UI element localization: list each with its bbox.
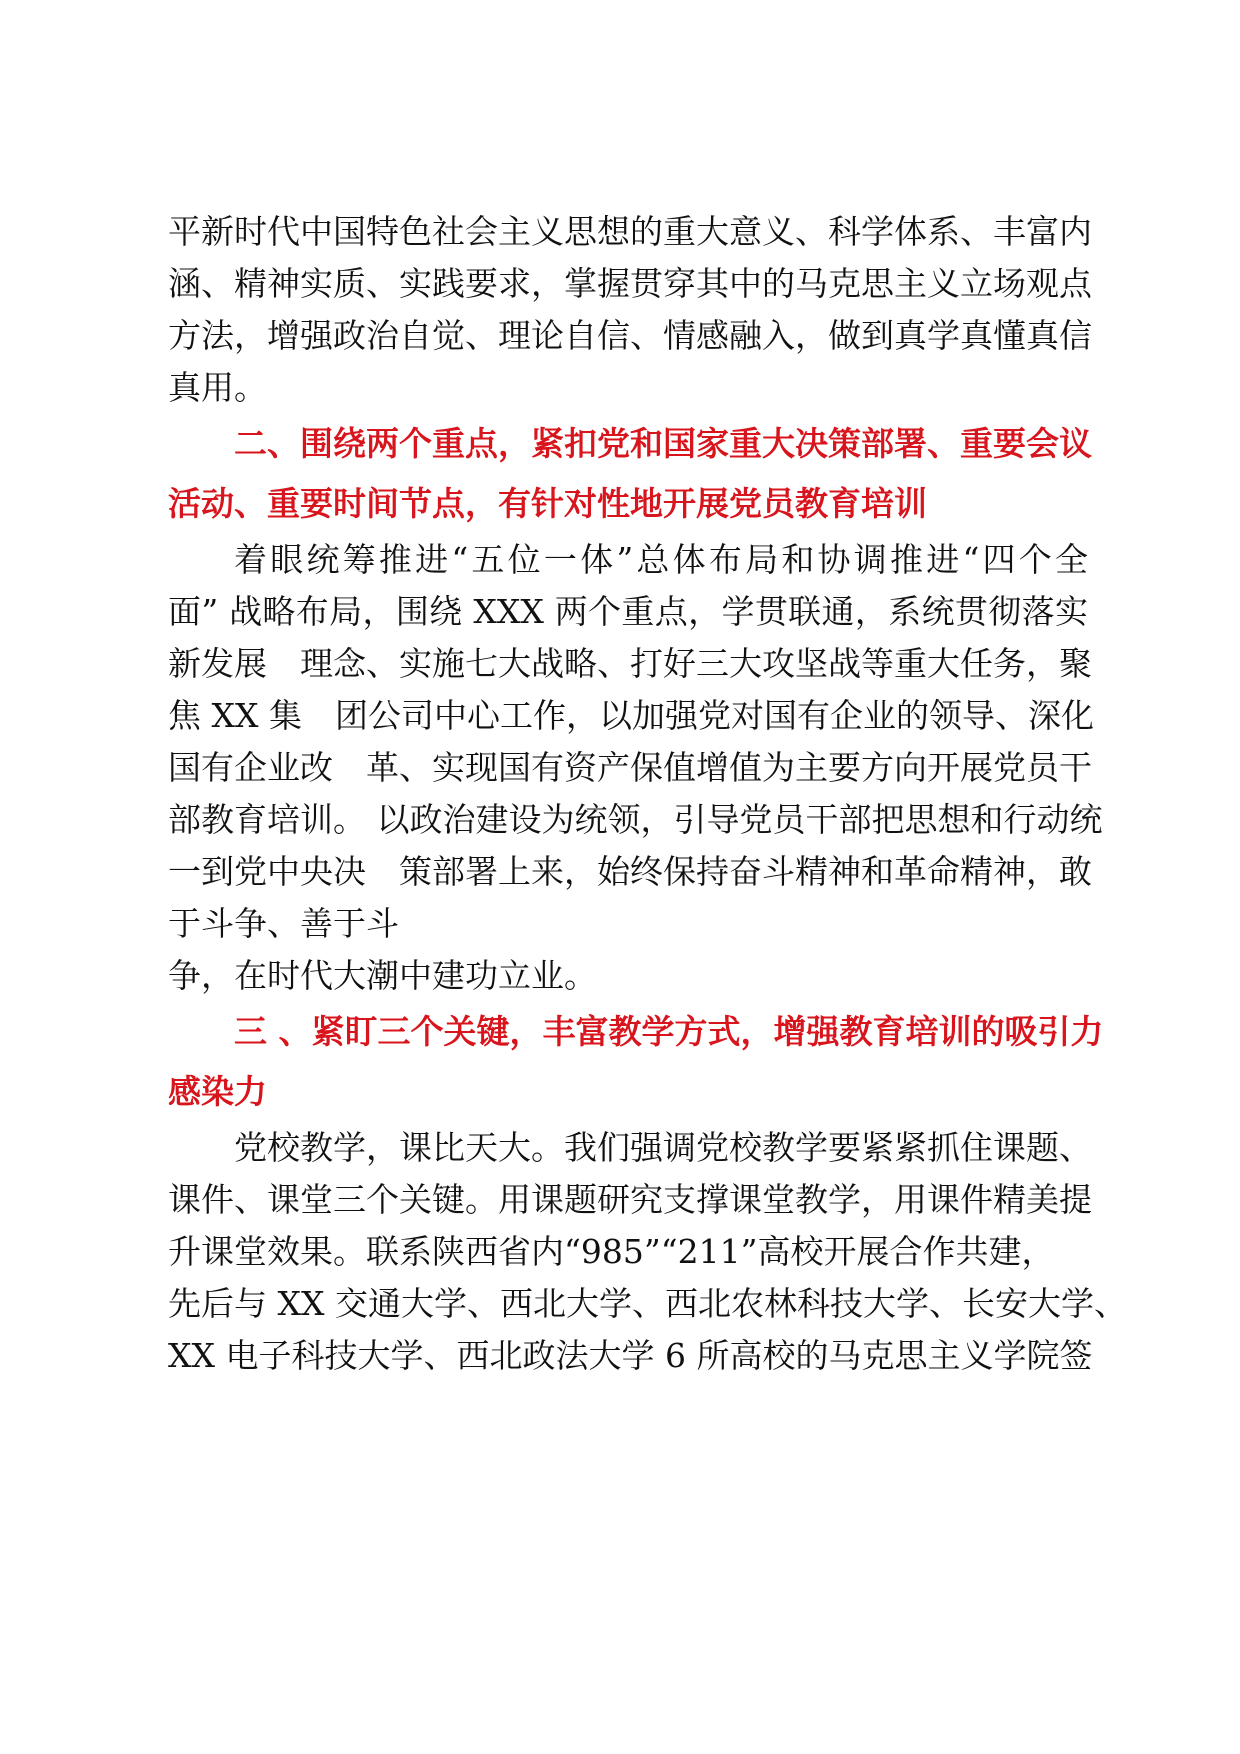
body-line: 党校教学，课比天大。我们强调党校教学要紧紧抓住课题、 (234, 1128, 1092, 1167)
body-line: 新发展 理念、实施七大战略、打好三大攻坚战等重大任务，聚 (168, 644, 1092, 683)
body-line: 面” 战略布局，围绕 XXX 两个重点，学贯联通，系统贯彻落实 (168, 592, 1088, 631)
body-line: 方法，增强政治自觉、理论自信、情感融入，做到真学真懂真信 (168, 316, 1092, 355)
body-line: 焦 XX 集 团公司中心工作，以加强党对国有企业的领导、深化 (168, 696, 1094, 735)
body-line: 一到党中央决 策部署上来，始终保持奋斗精神和革命精神，敢 (168, 852, 1092, 891)
section-heading: 二、围绕两个重点，紧扣党和国家重大决策部署、重要会议 (234, 424, 1092, 463)
body-line: 国有企业改 革、实现国有资产保值增值为主要方向开展党员干 (168, 748, 1092, 787)
body-line: 争，在时代大潮中建功立业。 (168, 956, 597, 995)
section-heading: 活动、重要时间节点，有针对性地开展党员教育培训 (168, 484, 927, 523)
body-line: 先后与 XX 交通大学、西北大学、西北农林科技大学、长安大学、 (168, 1284, 1127, 1323)
body-line: 平新时代中国特色社会主义思想的重大意义、科学体系、丰富内 (168, 212, 1092, 251)
body-line: 课件、课堂三个关键。用课题研究支撑课堂教学，用课件精美提 (168, 1180, 1092, 1219)
body-line: 升课堂效果。联系陕西省内“985”“211”高校开展合作共建， (168, 1232, 1055, 1271)
body-line: 着眼统筹推进“五位一体”总体布局和协调推进“四个全 (234, 540, 1088, 579)
section-heading: 三 、紧盯三个关键，丰富教学方式，增强教育培训的吸引力 (234, 1012, 1104, 1051)
section-heading: 感染力 (168, 1072, 267, 1111)
body-line: 涵、精神实质、实践要求，掌握贯穿其中的马克思主义立场观点 (168, 264, 1092, 303)
body-line: 真用。 (168, 368, 267, 407)
body-line: XX 电子科技大学、西北政法大学 6 所高校的马克思主义学院签 (168, 1336, 1093, 1375)
body-line: 于斗争、善于斗 (168, 904, 399, 943)
body-line: 部教育培训。 以政治建设为统领，引导党员干部把思想和行动统 (168, 800, 1103, 839)
